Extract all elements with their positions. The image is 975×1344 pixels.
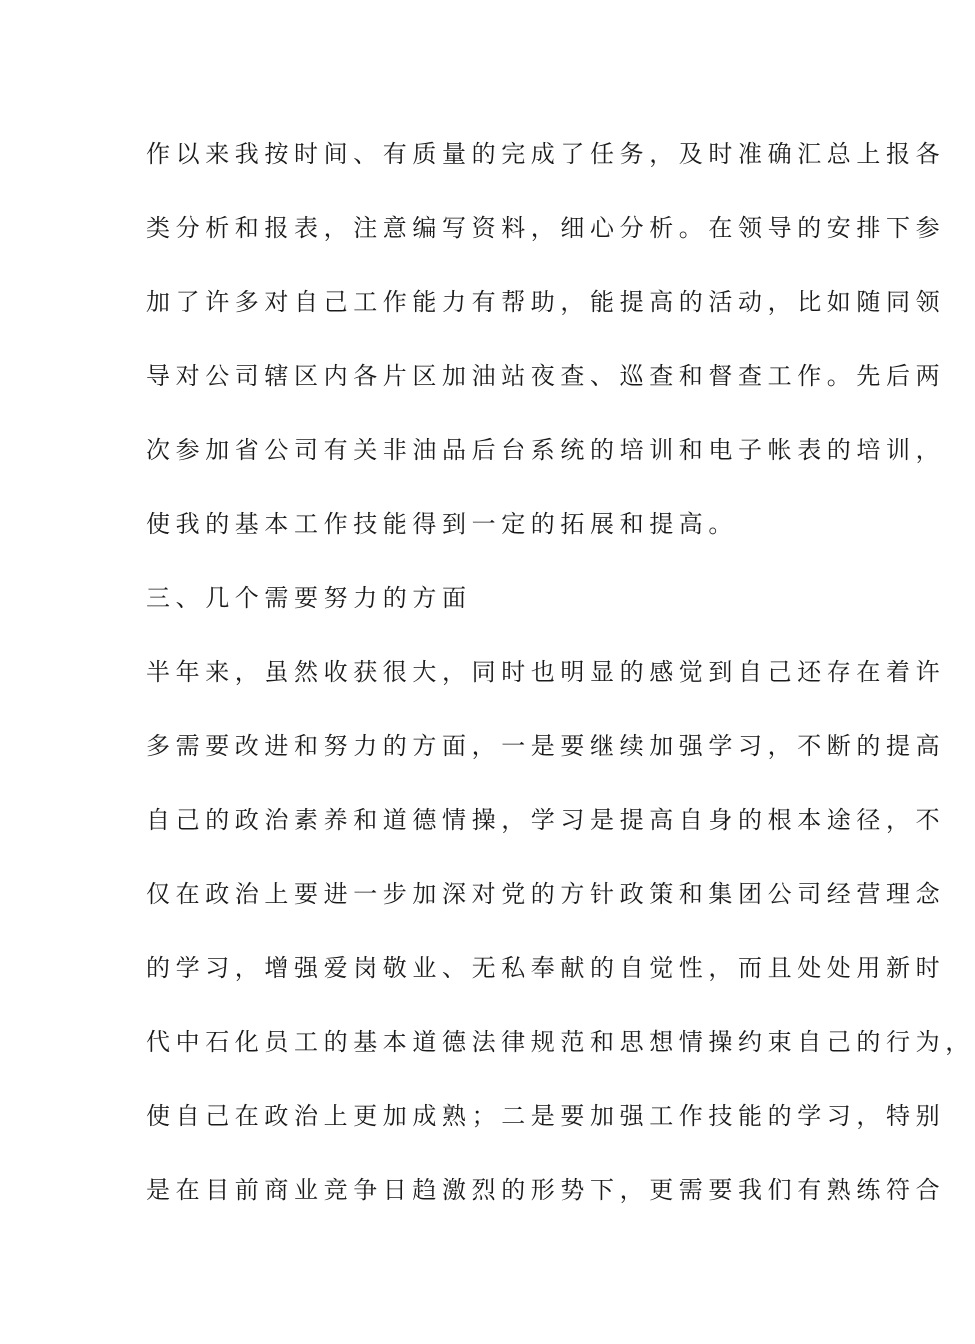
- text-line: 自己的政治素养和道德情操，学习是提高自身的根本途径，不: [146, 806, 946, 834]
- text-line: 使自己在政治上更加成熟；二是要加强工作技能的学习，特别: [146, 1102, 946, 1130]
- document-body: [146, 128, 975, 1238]
- text-line: 类分析和报表，注意编写资料，细心分析。在领导的安排下参: [146, 214, 946, 242]
- text-line: 仅在政治上要进一步加深对党的方针政策和集团公司经营理念: [146, 880, 946, 908]
- text-line: 半年来，虽然收获很大，同时也明显的感觉到自己还存在着许: [146, 658, 946, 686]
- text-line: 的学习，增强爱岗敬业、无私奉献的自觉性，而且处处用新时: [146, 954, 946, 982]
- text-line: 加了许多对自己工作能力有帮助，能提高的活动，比如随同领: [146, 288, 946, 316]
- section-heading: 三、几个需要努力的方面: [146, 584, 472, 612]
- text-line: 作以来我按时间、有质量的完成了任务，及时准确汇总上报各: [146, 140, 946, 168]
- text-line: 多需要改进和努力的方面，一是要继续加强学习，不断的提高: [146, 732, 946, 760]
- text-line: 使我的基本工作技能得到一定的拓展和提高。: [146, 510, 738, 538]
- text-line: 代中石化员工的基本道德法律规范和思想情操约束自己的行为，: [146, 1028, 975, 1056]
- text-line: 是在目前商业竞争日趋激烈的形势下，更需要我们有熟练符合: [146, 1176, 946, 1204]
- text-line: 导对公司辖区内各片区加油站夜查、巡查和督查工作。先后两: [146, 362, 946, 390]
- text-line: 次参加省公司有关非油品后台系统的培训和电子帐表的培训，: [146, 436, 946, 464]
